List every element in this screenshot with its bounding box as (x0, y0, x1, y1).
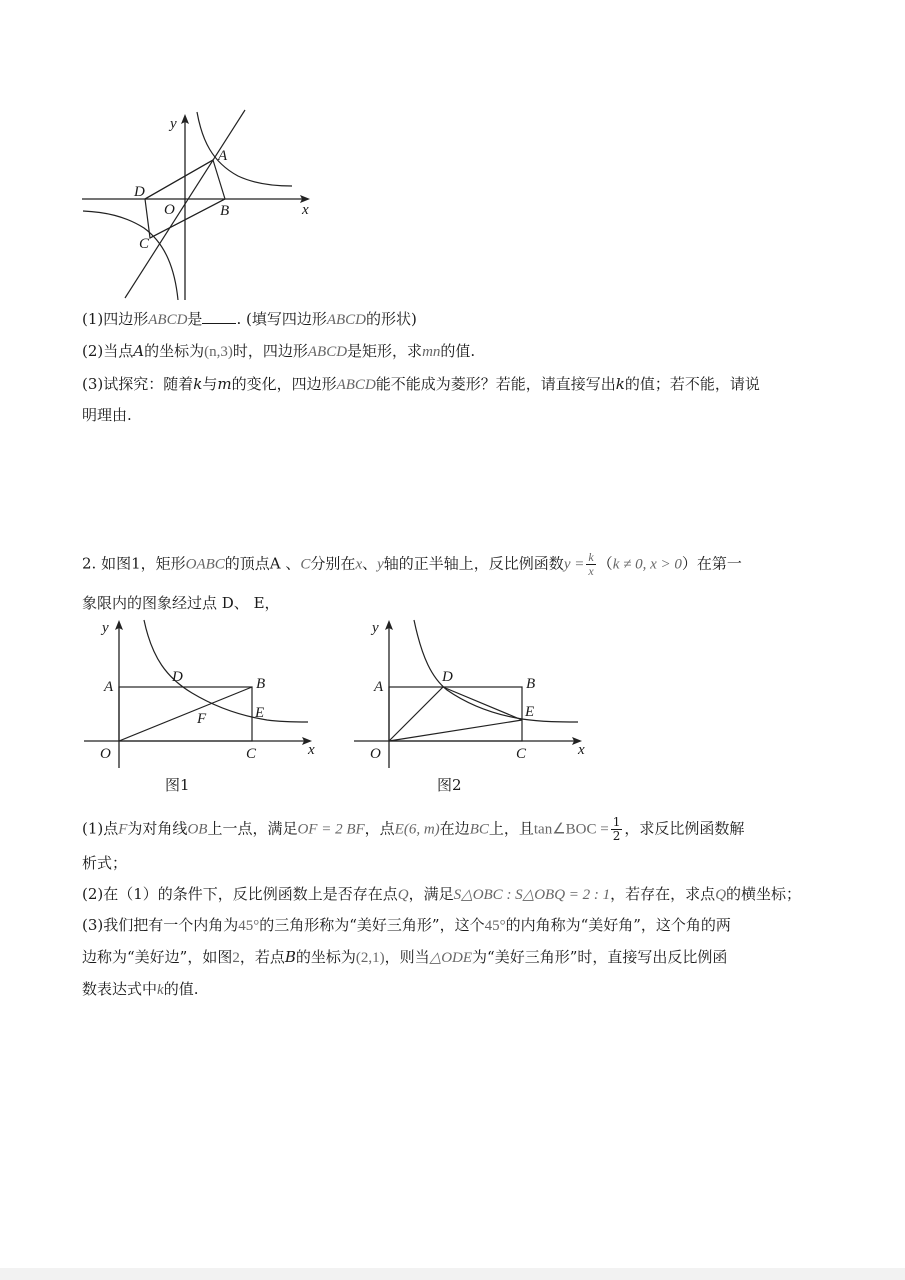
viewer-bottom-bar (0, 1268, 905, 1280)
figure-quadrilateral (80, 110, 320, 305)
fig1-label-A: A (104, 679, 114, 695)
figure-2 (352, 618, 592, 768)
fig1-label-D: D (172, 669, 183, 685)
fig2-label-B: B (526, 676, 536, 692)
fig1-label-y: y (102, 620, 109, 636)
fig1-label-C: C (246, 746, 257, 762)
q1-part2: (2)当点A的坐标为(n,3)时，四边形ABCD是矩形，求mn的值. (82, 342, 476, 360)
fig2-label-x: x (578, 742, 585, 758)
q2-part1-cont: 析式； (82, 854, 128, 872)
fig1-label-E: E (255, 705, 265, 721)
q2-part2: (2)在（1）的条件下，反比例函数上是否存在点Q，满足S△OBC : S△OBQ = 2 : 1，若存在，求点Q的横坐标； (82, 885, 802, 903)
fig1-label-O: O (100, 746, 111, 762)
label-B: B (220, 203, 230, 219)
q2-intro: 2. 如图1，矩形OABC的顶点A 、C分别在x、y轴的正半轴上，反比例函数y = $\frac{k}{x}$ （k ≠ 0, x > 0）在第一 (82, 550, 742, 578)
q2-part3: (3)我们把有一个内角为45°的三角形称为“美好三角形”，这个45°的内角称为“美好角”，这个角的两 (82, 916, 731, 934)
figure-2-caption: 图2 (437, 776, 462, 794)
figure-quadrilateral-svg (80, 110, 320, 305)
q1-part3: (3)试探究：随着k与m的变化，四边形ABCD能不能成为菱形？若能，请直接写出k的值；若不能，请说 (82, 375, 760, 393)
q2-part3-line2: 边称为“美好边”，如图2，若点B的坐标为(2,1)，则当△ODE为“美好三角形”时，直接写出反比例函 (82, 948, 728, 966)
fraction-one-half: $\frac{1}{2}$ (612, 815, 621, 843)
q2-part3-line3: 数表达式中k的值. (82, 980, 199, 998)
figure-1-caption: 图1 (165, 776, 190, 794)
q1-part1: (1)四边形ABCD是 . (填写四边形ABCD的形状) (82, 310, 417, 328)
label-y: y (170, 116, 177, 132)
fraction-k-over-x: $\frac{k}{x}$ (588, 550, 594, 578)
fig2-label-A: A (374, 679, 384, 695)
fig2-label-O: O (370, 746, 381, 762)
fig2-label-E: E (525, 704, 535, 720)
figure-2-svg (352, 618, 592, 768)
fig2-label-D: D (442, 669, 453, 685)
label-A: A (218, 148, 228, 164)
label-C: C (139, 236, 150, 252)
fig1-label-B: B (256, 676, 266, 692)
fig1-label-F: F (197, 711, 207, 727)
fig2-label-C: C (516, 746, 527, 762)
label-D: D (134, 184, 145, 200)
q2-intro-line2: 象限内的图象经过点 D、 E， (82, 594, 280, 612)
label-O: O (164, 202, 175, 218)
fig1-label-x: x (308, 742, 315, 758)
answer-blank (202, 311, 236, 324)
fig2-label-y: y (372, 620, 379, 636)
figure-1-svg (82, 618, 322, 768)
label-x: x (302, 202, 309, 218)
figure-1 (82, 618, 322, 768)
q2-part1: (1)点F为对角线OB上一点，满足OF = 2 BF，点E(6, m)在边BC上，且tan∠BOC = $\frac{1}{2}$ ，求反比例函数解 (82, 815, 745, 843)
q1-part3-cont: 明理由. (82, 406, 132, 424)
